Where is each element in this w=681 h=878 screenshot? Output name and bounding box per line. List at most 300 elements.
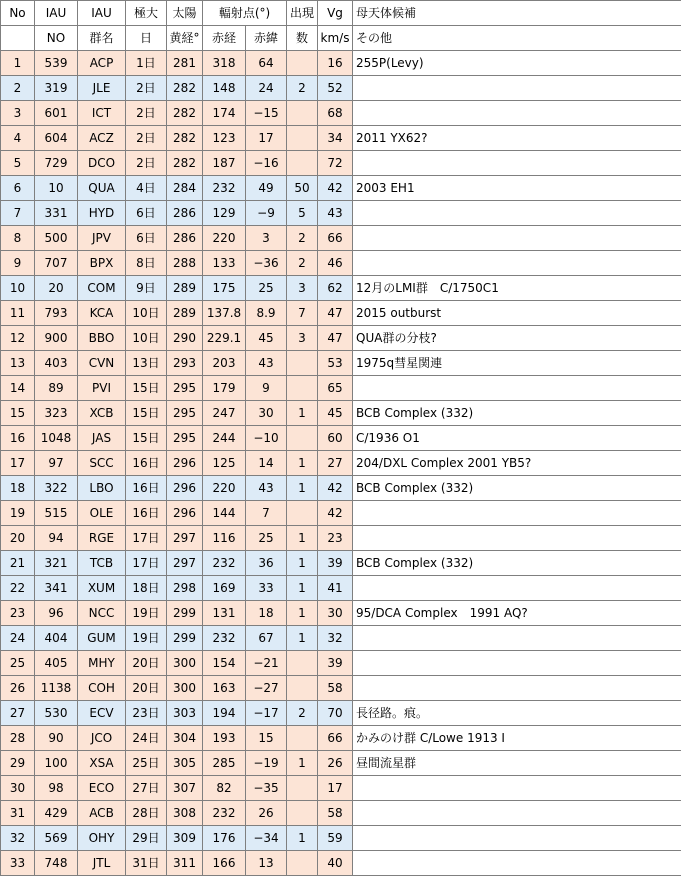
cell-declination: −10 [246, 426, 287, 451]
cell-solar-longitude: 297 [167, 551, 203, 576]
cell-parent-body [353, 376, 681, 401]
cell-parent-body: BCB Complex (332) [353, 401, 681, 426]
cell-count: 1 [287, 826, 318, 851]
cell-iau-code: JPV [78, 226, 126, 251]
header-cell: 出現 [287, 1, 318, 26]
table-row [1, 801, 681, 826]
cell-velocity: 16 [318, 51, 353, 76]
header-cell: 赤経 [203, 26, 246, 51]
cell-right-ascension: 166 [203, 851, 246, 876]
cell-iau-no: 20 [35, 276, 78, 301]
cell-count: 2 [287, 226, 318, 251]
cell-right-ascension: 203 [203, 351, 246, 376]
cell-iau-code: XCB [78, 401, 126, 426]
cell-velocity: 65 [318, 376, 353, 401]
cell-no: 28 [1, 726, 35, 751]
cell-no: 10 [1, 276, 35, 301]
cell-iau-code: OLE [78, 501, 126, 526]
cell-iau-code: DCO [78, 151, 126, 176]
table-row [1, 301, 681, 326]
header-cell-parent-body: 母天体候補 [353, 1, 681, 26]
cell-velocity: 47 [318, 326, 353, 351]
cell-peak-day: 20日 [126, 676, 167, 701]
cell-no: 9 [1, 251, 35, 276]
cell-solar-longitude: 304 [167, 726, 203, 751]
cell-right-ascension: 169 [203, 576, 246, 601]
cell-peak-day: 25日 [126, 751, 167, 776]
cell-right-ascension: 148 [203, 76, 246, 101]
cell-parent-body: 2003 EH1 [353, 176, 681, 201]
cell-iau-code: NCC [78, 601, 126, 626]
cell-count [287, 776, 318, 801]
header-cell: 黄経° [167, 26, 203, 51]
cell-no: 26 [1, 676, 35, 701]
cell-declination: −19 [246, 751, 287, 776]
cell-no: 24 [1, 626, 35, 651]
cell-no: 29 [1, 751, 35, 776]
cell-solar-longitude: 296 [167, 501, 203, 526]
cell-iau-no: 500 [35, 226, 78, 251]
cell-iau-no: 341 [35, 576, 78, 601]
cell-parent-body [353, 76, 681, 101]
cell-parent-body [353, 226, 681, 251]
cell-parent-body: 長径路。痕。 [353, 701, 681, 726]
cell-count: 2 [287, 701, 318, 726]
cell-peak-day: 18日 [126, 576, 167, 601]
cell-iau-no: 1138 [35, 676, 78, 701]
cell-no: 12 [1, 326, 35, 351]
cell-iau-no: 319 [35, 76, 78, 101]
cell-peak-day: 16日 [126, 476, 167, 501]
cell-solar-longitude: 299 [167, 601, 203, 626]
cell-right-ascension: 220 [203, 226, 246, 251]
cell-peak-day: 2日 [126, 126, 167, 151]
cell-peak-day: 10日 [126, 301, 167, 326]
cell-iau-no: 97 [35, 451, 78, 476]
table-row [1, 551, 681, 576]
cell-velocity: 42 [318, 476, 353, 501]
cell-right-ascension: 229.1 [203, 326, 246, 351]
cell-solar-longitude: 307 [167, 776, 203, 801]
cell-right-ascension: 125 [203, 451, 246, 476]
cell-parent-body: 2015 outburst [353, 301, 681, 326]
cell-count: 1 [287, 751, 318, 776]
cell-right-ascension: 247 [203, 401, 246, 426]
cell-iau-no: 604 [35, 126, 78, 151]
header-cell: No [1, 1, 35, 26]
cell-declination: 36 [246, 551, 287, 576]
cell-iau-code: JTL [78, 851, 126, 876]
cell-solar-longitude: 289 [167, 301, 203, 326]
cell-velocity: 17 [318, 776, 353, 801]
table-row [1, 401, 681, 426]
cell-iau-code: GUM [78, 626, 126, 651]
table-row [1, 251, 681, 276]
cell-right-ascension: 123 [203, 126, 246, 151]
header-cell: 赤緯 [246, 26, 287, 51]
cell-iau-code: ICT [78, 101, 126, 126]
cell-solar-longitude: 282 [167, 126, 203, 151]
cell-count [287, 651, 318, 676]
cell-velocity: 27 [318, 451, 353, 476]
cell-solar-longitude: 296 [167, 476, 203, 501]
cell-velocity: 66 [318, 226, 353, 251]
table-row [1, 326, 681, 351]
cell-peak-day: 15日 [126, 426, 167, 451]
cell-velocity: 30 [318, 601, 353, 626]
cell-solar-longitude: 297 [167, 526, 203, 551]
table-row [1, 701, 681, 726]
cell-solar-longitude: 309 [167, 826, 203, 851]
cell-iau-code: JCO [78, 726, 126, 751]
cell-iau-no: 530 [35, 701, 78, 726]
cell-no: 33 [1, 851, 35, 876]
cell-right-ascension: 154 [203, 651, 246, 676]
cell-iau-code: LBO [78, 476, 126, 501]
cell-iau-no: 94 [35, 526, 78, 551]
cell-no: 8 [1, 226, 35, 251]
cell-no: 5 [1, 151, 35, 176]
cell-no: 1 [1, 51, 35, 76]
cell-velocity: 43 [318, 201, 353, 226]
table-row [1, 76, 681, 101]
cell-velocity: 40 [318, 851, 353, 876]
cell-iau-code: PVI [78, 376, 126, 401]
cell-declination: 13 [246, 851, 287, 876]
cell-velocity: 34 [318, 126, 353, 151]
cell-peak-day: 19日 [126, 626, 167, 651]
cell-iau-code: ECO [78, 776, 126, 801]
cell-iau-no: 748 [35, 851, 78, 876]
cell-count [287, 126, 318, 151]
cell-velocity: 59 [318, 826, 353, 851]
cell-right-ascension: 232 [203, 176, 246, 201]
cell-iau-code: TCB [78, 551, 126, 576]
cell-no: 15 [1, 401, 35, 426]
cell-parent-body: かみのけ群 C/Lowe 1913 I [353, 726, 681, 751]
cell-count: 1 [287, 476, 318, 501]
cell-iau-code: XSA [78, 751, 126, 776]
header-cell: 日 [126, 26, 167, 51]
cell-iau-no: 515 [35, 501, 78, 526]
cell-solar-longitude: 282 [167, 151, 203, 176]
cell-count [287, 501, 318, 526]
cell-declination: 43 [246, 476, 287, 501]
header-row-2 [1, 26, 681, 51]
cell-iau-no: 323 [35, 401, 78, 426]
cell-peak-day: 24日 [126, 726, 167, 751]
cell-declination: 25 [246, 276, 287, 301]
cell-declination: −34 [246, 826, 287, 851]
cell-iau-code: MHY [78, 651, 126, 676]
cell-velocity: 46 [318, 251, 353, 276]
cell-declination: 25 [246, 526, 287, 551]
table-row [1, 351, 681, 376]
cell-count: 3 [287, 326, 318, 351]
cell-right-ascension: 220 [203, 476, 246, 501]
cell-parent-body: 12月のLMI群 C/1750C1 [353, 276, 681, 301]
cell-parent-body: 2011 YX62? [353, 126, 681, 151]
table-row [1, 526, 681, 551]
cell-declination: 43 [246, 351, 287, 376]
cell-peak-day: 8日 [126, 251, 167, 276]
cell-iau-code: RGE [78, 526, 126, 551]
cell-right-ascension: 285 [203, 751, 246, 776]
table-row [1, 776, 681, 801]
cell-count [287, 376, 318, 401]
cell-solar-longitude: 295 [167, 401, 203, 426]
cell-peak-day: 20日 [126, 651, 167, 676]
cell-iau-code: KCA [78, 301, 126, 326]
cell-parent-body: QUA群の分枝? [353, 326, 681, 351]
cell-declination: 67 [246, 626, 287, 651]
cell-iau-no: 100 [35, 751, 78, 776]
cell-parent-body: 204/DXL Complex 2001 YB5? [353, 451, 681, 476]
cell-declination: 7 [246, 501, 287, 526]
cell-iau-code: JAS [78, 426, 126, 451]
cell-iau-no: 405 [35, 651, 78, 676]
cell-parent-body [353, 776, 681, 801]
cell-right-ascension: 137.8 [203, 301, 246, 326]
cell-solar-longitude: 296 [167, 451, 203, 476]
cell-solar-longitude: 282 [167, 101, 203, 126]
table-row [1, 276, 681, 301]
header-row-1 [1, 1, 681, 26]
header-cell: IAU [35, 1, 78, 26]
table-row [1, 501, 681, 526]
table-row [1, 226, 681, 251]
cell-solar-longitude: 311 [167, 851, 203, 876]
cell-declination: 33 [246, 576, 287, 601]
cell-iau-code: COH [78, 676, 126, 701]
cell-peak-day: 27日 [126, 776, 167, 801]
cell-velocity: 42 [318, 501, 353, 526]
header-cell-other: その他 [353, 26, 681, 51]
header-cell [1, 26, 35, 51]
cell-iau-no: 403 [35, 351, 78, 376]
cell-parent-body [353, 201, 681, 226]
cell-velocity: 47 [318, 301, 353, 326]
cell-no: 25 [1, 651, 35, 676]
cell-peak-day: 6日 [126, 226, 167, 251]
cell-no: 19 [1, 501, 35, 526]
cell-iau-code: ECV [78, 701, 126, 726]
cell-peak-day: 13日 [126, 351, 167, 376]
cell-peak-day: 1日 [126, 51, 167, 76]
cell-velocity: 45 [318, 401, 353, 426]
cell-declination: 3 [246, 226, 287, 251]
header-cell: 極大 [126, 1, 167, 26]
cell-count: 1 [287, 626, 318, 651]
cell-iau-no: 404 [35, 626, 78, 651]
cell-declination: 26 [246, 801, 287, 826]
table-row [1, 626, 681, 651]
cell-declination: −16 [246, 151, 287, 176]
cell-solar-longitude: 286 [167, 201, 203, 226]
cell-parent-body [353, 676, 681, 701]
cell-no: 2 [1, 76, 35, 101]
cell-parent-body [353, 501, 681, 526]
cell-right-ascension: 133 [203, 251, 246, 276]
cell-iau-no: 707 [35, 251, 78, 276]
cell-count: 1 [287, 601, 318, 626]
cell-right-ascension: 116 [203, 526, 246, 551]
header-cell: 太陽 [167, 1, 203, 26]
cell-iau-no: 96 [35, 601, 78, 626]
table-body [1, 1, 681, 876]
cell-right-ascension: 232 [203, 551, 246, 576]
cell-iau-code: XUM [78, 576, 126, 601]
cell-declination: 30 [246, 401, 287, 426]
cell-iau-code: HYD [78, 201, 126, 226]
cell-count: 1 [287, 576, 318, 601]
header-cell-radiant: 輻射点(°) [203, 1, 287, 26]
cell-peak-day: 2日 [126, 76, 167, 101]
cell-count: 50 [287, 176, 318, 201]
cell-iau-no: 1048 [35, 426, 78, 451]
cell-declination: 18 [246, 601, 287, 626]
cell-peak-day: 17日 [126, 551, 167, 576]
cell-iau-no: 729 [35, 151, 78, 176]
header-cell: 数 [287, 26, 318, 51]
cell-iau-no: 10 [35, 176, 78, 201]
table-row [1, 376, 681, 401]
table-row [1, 426, 681, 451]
cell-iau-no: 429 [35, 801, 78, 826]
cell-right-ascension: 175 [203, 276, 246, 301]
header-cell: Vg [318, 1, 353, 26]
cell-count: 1 [287, 551, 318, 576]
cell-solar-longitude: 295 [167, 426, 203, 451]
table-row [1, 201, 681, 226]
cell-declination: 24 [246, 76, 287, 101]
table-row [1, 851, 681, 876]
table-row [1, 751, 681, 776]
cell-declination: 45 [246, 326, 287, 351]
cell-declination: 49 [246, 176, 287, 201]
header-cell: NO [35, 26, 78, 51]
cell-peak-day: 19日 [126, 601, 167, 626]
cell-no: 3 [1, 101, 35, 126]
cell-peak-day: 2日 [126, 101, 167, 126]
cell-velocity: 58 [318, 676, 353, 701]
cell-iau-code: BBO [78, 326, 126, 351]
cell-velocity: 39 [318, 551, 353, 576]
cell-parent-body [353, 526, 681, 551]
cell-right-ascension: 82 [203, 776, 246, 801]
cell-solar-longitude: 300 [167, 676, 203, 701]
cell-iau-no: 90 [35, 726, 78, 751]
cell-parent-body [353, 626, 681, 651]
cell-peak-day: 15日 [126, 376, 167, 401]
cell-iau-code: CVN [78, 351, 126, 376]
cell-iau-no: 98 [35, 776, 78, 801]
cell-parent-body: BCB Complex (332) [353, 551, 681, 576]
cell-right-ascension: 187 [203, 151, 246, 176]
cell-count: 1 [287, 451, 318, 476]
cell-solar-longitude: 299 [167, 626, 203, 651]
cell-solar-longitude: 284 [167, 176, 203, 201]
cell-velocity: 70 [318, 701, 353, 726]
cell-solar-longitude: 293 [167, 351, 203, 376]
table-row [1, 576, 681, 601]
cell-parent-body [353, 826, 681, 851]
cell-count: 1 [287, 526, 318, 551]
cell-no: 13 [1, 351, 35, 376]
cell-declination: 14 [246, 451, 287, 476]
cell-count [287, 426, 318, 451]
cell-declination: −36 [246, 251, 287, 276]
cell-right-ascension: 194 [203, 701, 246, 726]
table-row [1, 651, 681, 676]
table-row [1, 451, 681, 476]
cell-parent-body: BCB Complex (332) [353, 476, 681, 501]
cell-right-ascension: 244 [203, 426, 246, 451]
cell-peak-day: 31日 [126, 851, 167, 876]
cell-solar-longitude: 281 [167, 51, 203, 76]
cell-iau-no: 321 [35, 551, 78, 576]
cell-declination: 17 [246, 126, 287, 151]
cell-peak-day: 23日 [126, 701, 167, 726]
cell-peak-day: 16日 [126, 501, 167, 526]
cell-declination: −9 [246, 201, 287, 226]
cell-declination: −21 [246, 651, 287, 676]
cell-right-ascension: 193 [203, 726, 246, 751]
cell-count [287, 351, 318, 376]
cell-declination: −35 [246, 776, 287, 801]
cell-no: 30 [1, 776, 35, 801]
cell-solar-longitude: 303 [167, 701, 203, 726]
table-row [1, 176, 681, 201]
cell-velocity: 72 [318, 151, 353, 176]
cell-velocity: 23 [318, 526, 353, 551]
cell-velocity: 66 [318, 726, 353, 751]
cell-peak-day: 6日 [126, 201, 167, 226]
cell-solar-longitude: 290 [167, 326, 203, 351]
cell-right-ascension: 174 [203, 101, 246, 126]
header-cell: 群名 [78, 26, 126, 51]
cell-parent-body [353, 576, 681, 601]
cell-count: 2 [287, 251, 318, 276]
cell-iau-no: 900 [35, 326, 78, 351]
cell-velocity: 53 [318, 351, 353, 376]
cell-iau-code: ACB [78, 801, 126, 826]
cell-no: 32 [1, 826, 35, 851]
cell-no: 23 [1, 601, 35, 626]
table-row [1, 476, 681, 501]
cell-iau-code: BPX [78, 251, 126, 276]
cell-parent-body: 1975q彗星関連 [353, 351, 681, 376]
table-row [1, 726, 681, 751]
cell-solar-longitude: 289 [167, 276, 203, 301]
cell-peak-day: 4日 [126, 176, 167, 201]
cell-right-ascension: 232 [203, 626, 246, 651]
cell-solar-longitude: 286 [167, 226, 203, 251]
cell-right-ascension: 129 [203, 201, 246, 226]
cell-no: 18 [1, 476, 35, 501]
cell-no: 11 [1, 301, 35, 326]
cell-iau-no: 89 [35, 376, 78, 401]
cell-velocity: 32 [318, 626, 353, 651]
table-row [1, 51, 681, 76]
cell-solar-longitude: 288 [167, 251, 203, 276]
cell-peak-day: 15日 [126, 401, 167, 426]
cell-no: 6 [1, 176, 35, 201]
cell-right-ascension: 232 [203, 801, 246, 826]
cell-velocity: 39 [318, 651, 353, 676]
cell-no: 7 [1, 201, 35, 226]
table-row [1, 151, 681, 176]
